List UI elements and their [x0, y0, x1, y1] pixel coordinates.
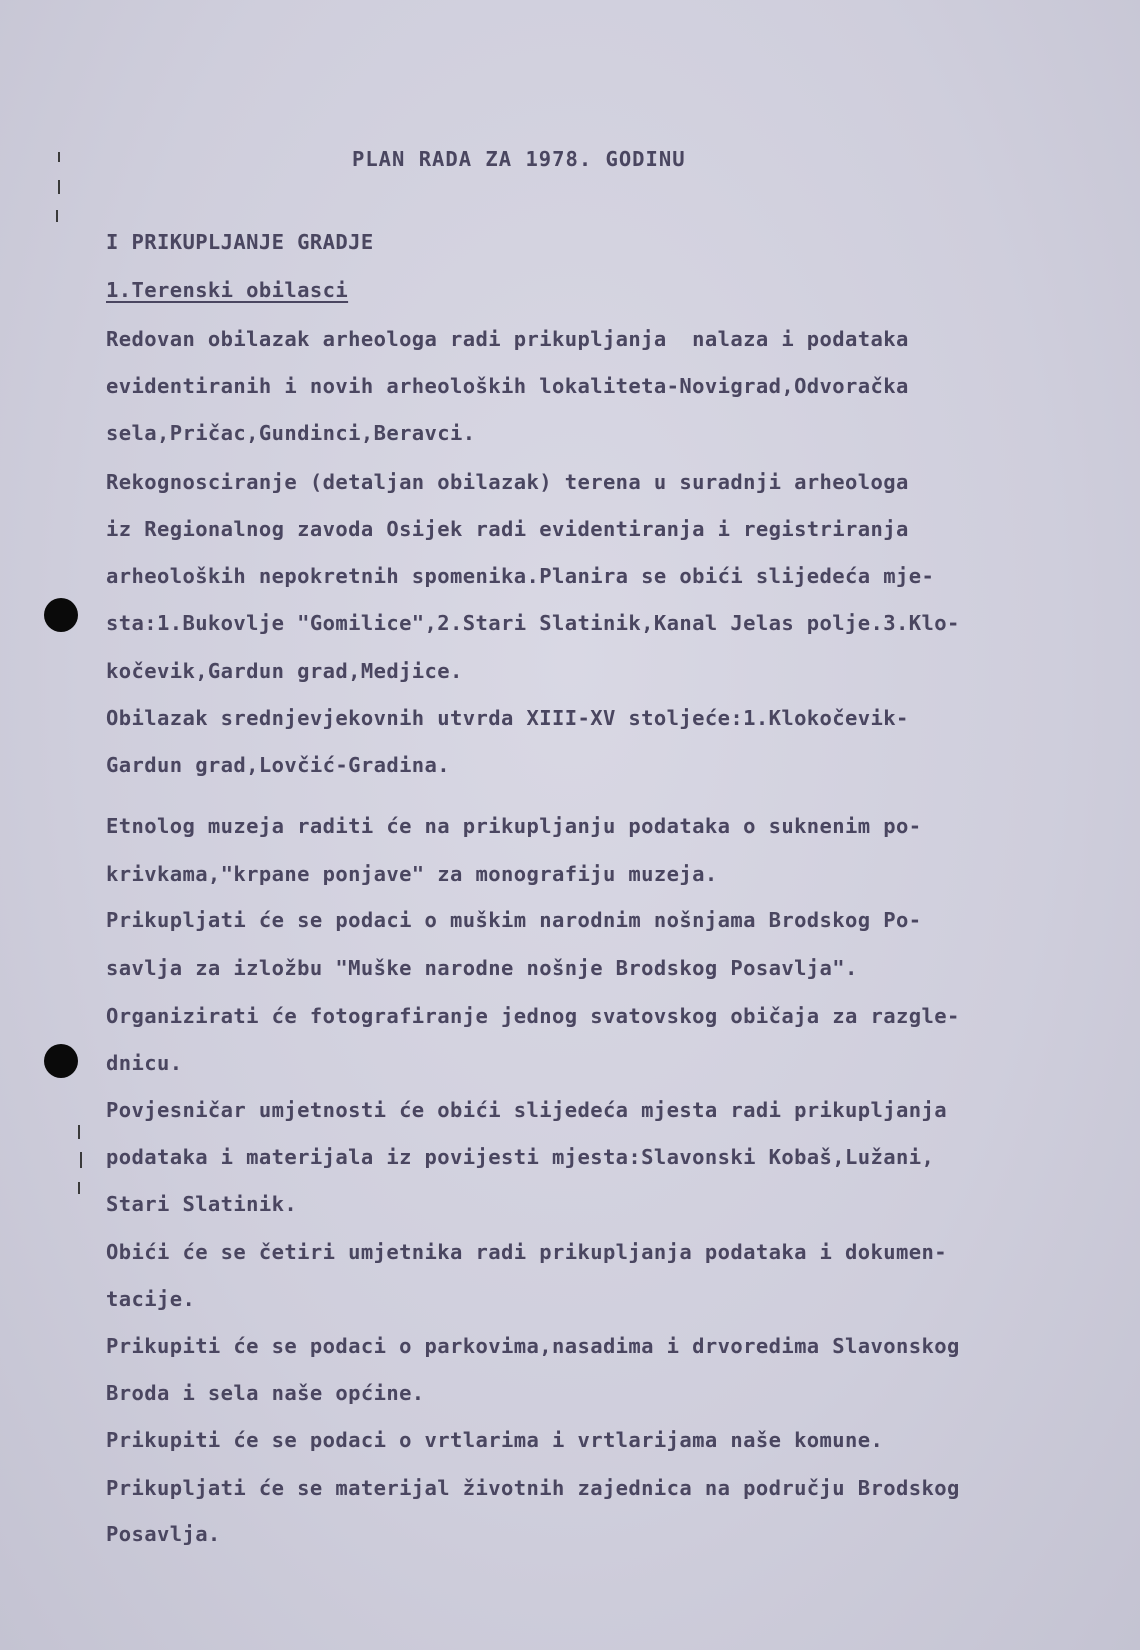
- body-line: evidentiranih i novih arheoloških lokaliteta-Novigrad,Odvoračka: [106, 374, 909, 398]
- body-line: podataka i materijala iz povijesti mjesta:Slavonski Kobaš,Lužani,: [106, 1145, 935, 1169]
- punch-hole-top: [44, 598, 78, 632]
- punch-hole-bottom: [44, 1044, 78, 1078]
- body-line: arheoloških nepokretnih spomenika.Planira se obići slijedeća mje-: [106, 564, 935, 588]
- body-line: iz Regionalnog zavoda Osijek radi evidentiranja i registriranja: [106, 517, 909, 541]
- margin-mark-top: [58, 152, 60, 162]
- body-line: Stari Slatinik.: [106, 1192, 298, 1216]
- body-line: krivkama,"krpane ponjave" za monografiju muzeja.: [106, 862, 718, 886]
- body-line: dnicu.: [106, 1051, 183, 1075]
- margin-mark-mid-2: [80, 1152, 82, 1168]
- body-line: Prikupljati će se podaci o muškim narodnim nošnjama Brodskog Po-: [106, 908, 922, 932]
- document-body: [106, 0, 1106, 1546]
- body-line: Etnolog muzeja raditi će na prikupljanju podataka o suknenim po-: [106, 814, 922, 838]
- body-line: tacije.: [106, 1287, 196, 1311]
- body-line: Obići će se četiri umjetnika radi prikupljanja podataka i dokumen-: [106, 1240, 947, 1264]
- body-line: Prikupiti će se podaci o parkovima,nasadima i drvoredima Slavonskog: [106, 1334, 960, 1358]
- margin-mark-top-2: [58, 180, 60, 194]
- section-heading: I PRIKUPLJANJE GRADJE: [106, 230, 374, 254]
- body-line: Broda i sela naše općine.: [106, 1381, 425, 1405]
- body-line: Organizirati će fotografiranje jednog svatovskog običaja za razgle-: [106, 1004, 960, 1028]
- margin-mark-mid-3: [78, 1182, 80, 1194]
- margin-mark-top-3: [56, 210, 58, 222]
- body-line: Redovan obilazak arheologa radi prikupljanja nalaza i podataka: [106, 327, 909, 351]
- margin-mark-mid: [78, 1125, 80, 1139]
- body-line: Rekognosciranje (detaljan obilazak) terena u suradnji arheologa: [106, 470, 909, 494]
- body-line: Posavlja.: [106, 1522, 221, 1546]
- body-line: sta:1.Bukovlje "Gomilice",2.Stari Slatinik,Kanal Jelas polje.3.Klo-: [106, 611, 960, 635]
- body-line: Prikupiti će se podaci o vrtlarima i vrtlarijama naše komune.: [106, 1428, 884, 1452]
- subsection-heading: 1.Terenski obilasci: [106, 278, 349, 302]
- body-line: savlja za izložbu "Muške narodne nošnje Brodskog Posavlja".: [106, 956, 858, 980]
- body-line: kočevik,Gardun grad,Medjice.: [106, 659, 463, 683]
- body-line: sela,Pričac,Gundinci,Beravci.: [106, 421, 476, 445]
- body-line: Povjesničar umjetnosti će obići slijedeća mjesta radi prikupljanja: [106, 1098, 947, 1122]
- body-line: Gardun grad,Lovčić-Gradina.: [106, 753, 451, 777]
- document-title: PLAN RADA ZA 1978. GODINU: [352, 147, 686, 171]
- body-line: Obilazak srednjevjekovnih utvrda XIII-XV stoljeće:1.Klokočevik-: [106, 706, 909, 730]
- body-line: Prikupljati će se materijal životnih zajednica na području Brodskog: [106, 1476, 960, 1500]
